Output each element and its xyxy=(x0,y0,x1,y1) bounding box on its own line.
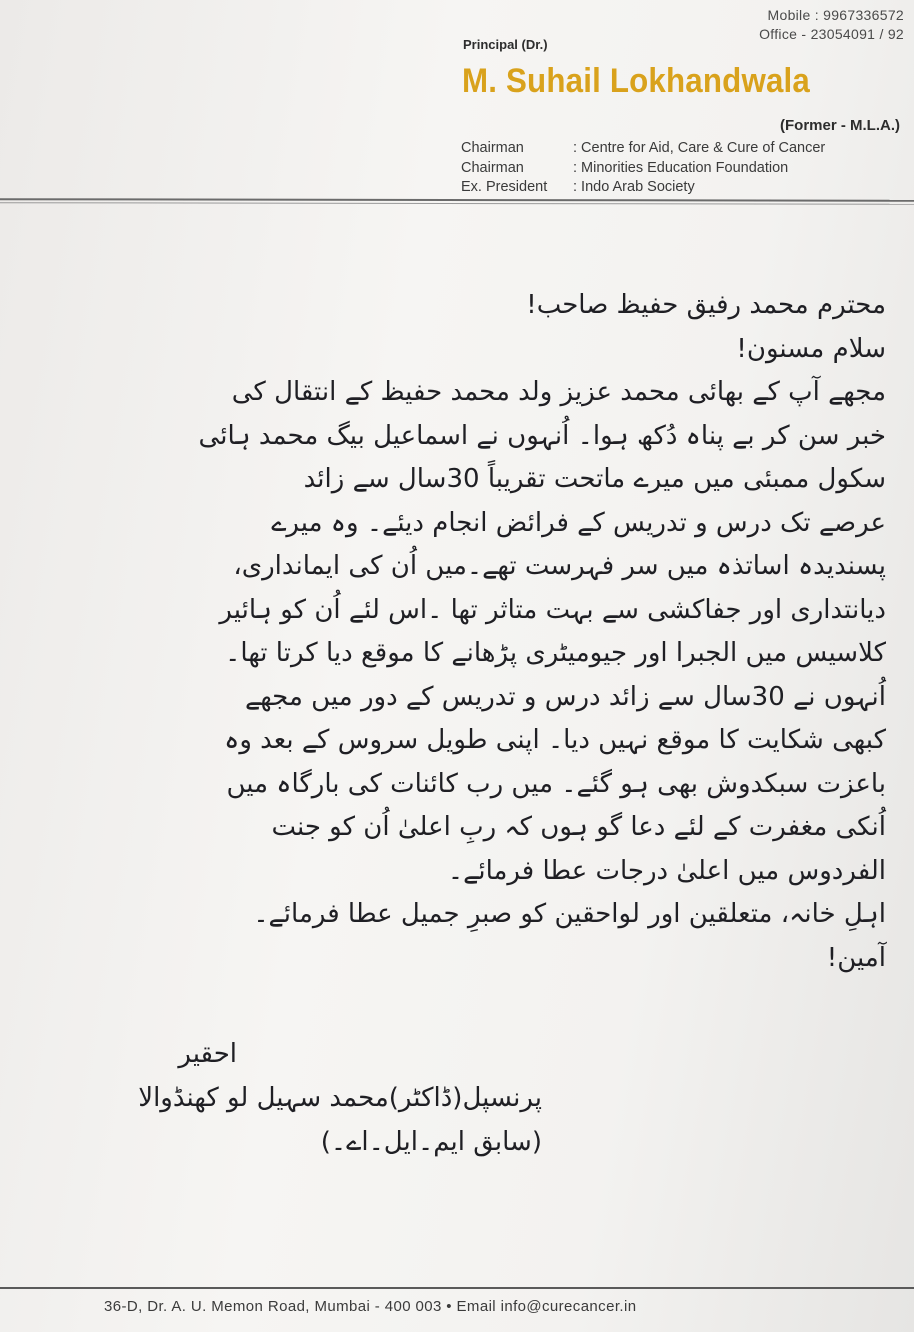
signature-closing: احقیر xyxy=(178,1039,237,1069)
contact-block xyxy=(759,6,904,44)
role-title: Chairman xyxy=(461,140,524,156)
role-row xyxy=(461,139,825,159)
footer-address: 36-D, Dr. A. U. Memon Road, Mumbai - 400 003 • Email info@curecancer.in xyxy=(104,1298,637,1315)
letter-line: کبھی شکایت کا موقع نہیں دیا۔ اپنی طویل سروس کے بعد وہ xyxy=(224,725,886,755)
letter-line: مجھے آپ کے بھائی محمد عزیز ولد محمد حفیظ کے انتقال کی xyxy=(231,377,886,407)
role-org: : Indo Arab Society xyxy=(573,179,695,195)
role-org: : Centre for Aid, Care & Cure of Cancer xyxy=(573,140,826,156)
letter-line: آمین! xyxy=(826,942,886,973)
letter-line: اہلِ خانہ، متعلقین اور لواحقین کو صبرِ جمیل عطا فرمائے۔ xyxy=(253,899,886,929)
letter-line: الفردوس میں اعلیٰ درجات عطا فرمائے۔ xyxy=(447,855,886,886)
role-title: Chairman xyxy=(461,159,524,176)
letter-line: اُنہوں نے 30سال سے زائد درس و تدریس کے دور میں مجھے xyxy=(244,681,886,712)
letter-body xyxy=(60,284,886,980)
office-number: Office - 23054091 / 92 xyxy=(759,26,904,42)
signature-name: پرنسپل(ڈاکٹر)محمد سہیل لو کھنڈوالا xyxy=(138,1083,542,1113)
letter-line: پسندیدہ اساتذہ میں سر فہرست تھے۔میں اُن کی ایمانداری، xyxy=(233,551,886,581)
letter-line: سکول ممبئی میں میرے ماتحت تقریباً 30سال سے زائد xyxy=(303,464,886,494)
letter-line: اُنکی مغفرت کے لئے دعا گو ہوں کہ ربِ اعلیٰ اُن کو جنت xyxy=(271,812,886,842)
role-title: Ex. President xyxy=(461,179,548,195)
letter-line: کلاسیس میں الجبرا اور جیومیٹری پڑھانے کا موقع دیا کرتا تھا۔ xyxy=(225,638,886,668)
role-row xyxy=(461,178,825,198)
letter-line: باعزت سبکدوش بھی ہو گئے۔ میں رب کائنات کی بارگاہ میں xyxy=(226,768,886,799)
mobile-number: Mobile : 9967336572 xyxy=(767,7,904,23)
salutation: محترم محمد رفیق حفیظ صاحب! xyxy=(526,290,886,320)
signature-block xyxy=(42,1032,542,1164)
principal-label: Principal (Dr.) xyxy=(463,37,548,52)
roles-list xyxy=(461,139,825,198)
role-row xyxy=(461,159,825,179)
letter-line: خبر سن کر بے پناہ دُکھ ہوا۔ اُنہوں نے اسماعیل بیگ محمد ہائی xyxy=(198,420,886,451)
role-org: : Minorities Education Foundation xyxy=(573,159,789,176)
letterhead-name: M. Suhail Lokhandwala xyxy=(462,62,810,100)
header-divider xyxy=(0,198,914,205)
footer-divider xyxy=(0,1287,914,1289)
former-mla-label: (Former - M.L.A.) xyxy=(780,117,900,134)
letter-line: عرصے تک درس و تدریس کے فرائض انجام دیئے۔ وہ میرے xyxy=(271,507,886,538)
greeting: سلام مسنون! xyxy=(736,333,886,364)
letter-line: دیانتداری اور جفاکشی سے بہت متاثر تھا ۔اس لئے اُن کو ہائیر xyxy=(219,594,886,625)
signature-title: (سابق ایم۔ایل۔اے۔) xyxy=(320,1127,542,1157)
